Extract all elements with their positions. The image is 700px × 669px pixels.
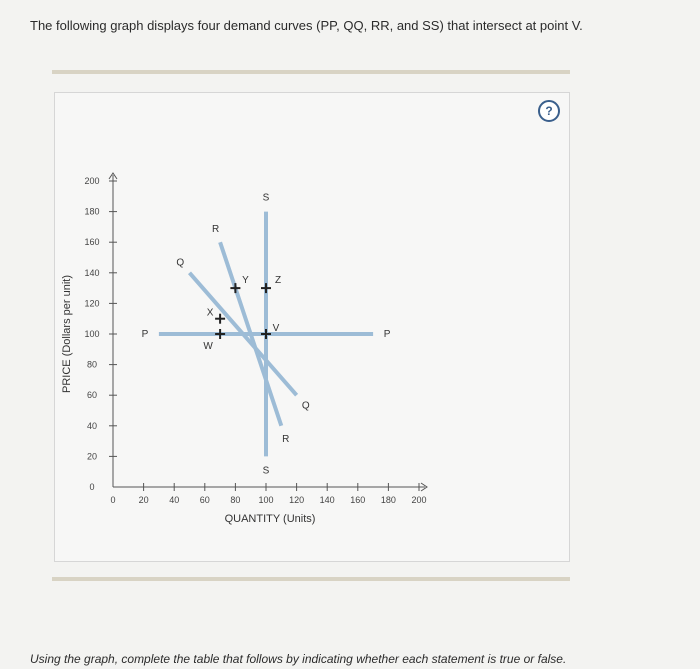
marker-z [261, 283, 271, 293]
x-tick-label: 40 [169, 495, 180, 505]
axes [84, 173, 427, 505]
x-tick-label: 140 [319, 495, 335, 505]
marker-label-x: X [206, 307, 214, 319]
marker-label-y: Y [242, 275, 249, 287]
curve-label-p-start: P [141, 329, 149, 340]
x-tick-label: 180 [380, 495, 396, 505]
x-tick-label: 20 [138, 495, 149, 505]
bottom-divider [52, 577, 570, 581]
y-tick-label: 200 [84, 176, 100, 186]
y-tick-label: 20 [86, 451, 98, 462]
curve-label-q-end: Q [301, 400, 310, 412]
curve-label-s-end: S [262, 465, 270, 477]
instruction-text: Using the graph, complete the table that follows by indicating whether each statement is true or false. [30, 652, 567, 666]
help-button[interactable]: ? [538, 100, 560, 122]
curve-label-p-end: P [383, 329, 391, 340]
x-tick-label: 100 [258, 495, 274, 505]
marker-label-w: W [203, 341, 213, 352]
marker-label-v: V [272, 323, 280, 334]
question-text: The following graph displays four demand curves (PP, QQ, RR, and SS) that intersect at point V. [30, 18, 583, 33]
marker-x [215, 314, 225, 324]
y-axis-title: PRICE (Dollars per unit) [61, 275, 73, 393]
marker-label-z: Z [274, 275, 282, 287]
y-tick-label: 40 [86, 420, 98, 431]
y-tick-label: 80 [86, 359, 98, 370]
x-tick-label: 200 [411, 495, 427, 505]
marker-y [230, 283, 240, 293]
curve-label-r-end: R [282, 434, 290, 446]
x-tick-label: 120 [289, 495, 305, 505]
marker-v [261, 329, 271, 339]
y-tick-label: 120 [84, 298, 100, 309]
y-tick-label: 180 [84, 206, 100, 217]
y-tick-label: 140 [84, 267, 100, 278]
x-tick-label: 80 [230, 495, 241, 505]
curve-label-q-start: Q [176, 257, 185, 269]
x-tick-label: 60 [199, 495, 210, 505]
curve-label-r-start: R [212, 223, 220, 235]
x-tick-label: 160 [350, 495, 366, 505]
y-tick-label: 160 [84, 237, 100, 248]
curve-label-s-start: S [262, 192, 270, 204]
y-tick-label: 0 [89, 482, 95, 492]
y-tick-label: 100 [84, 329, 100, 339]
x-axis-title: QUANTITY (Units) [224, 513, 316, 525]
x-tick-label: 0 [110, 495, 116, 505]
y-tick-label: 60 [86, 390, 98, 401]
marker-w [215, 329, 225, 339]
